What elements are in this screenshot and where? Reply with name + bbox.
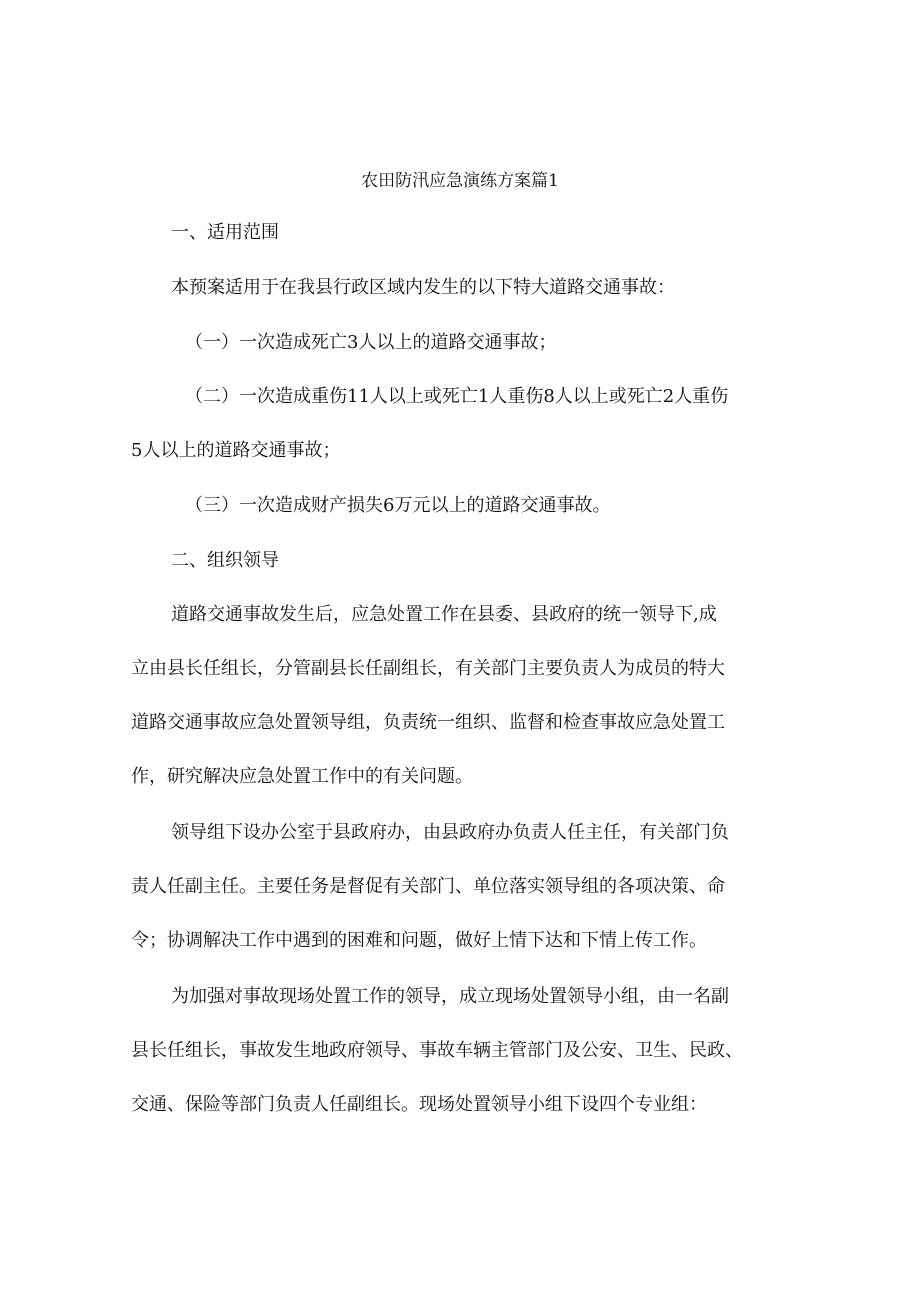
heading-text: 一、适用范围 bbox=[171, 222, 279, 243]
section-heading-scope bbox=[171, 218, 831, 248]
paragraph-line: 交通、保险等部门负责人任副组长。现场处置领导小组下设四个专业组： bbox=[131, 1094, 707, 1115]
paragraph-line: （一）一次造成死亡3人以上的道路交通事故； bbox=[185, 332, 557, 353]
paragraph-line: 作，研究解决应急处置工作中的有关问题。 bbox=[131, 766, 473, 787]
paragraph-line: 本预案适用于在我县行政区域内发生的以下特大道路交通事故： bbox=[171, 277, 675, 298]
section-heading-leadership bbox=[171, 546, 831, 576]
scope-intro-paragraph bbox=[171, 273, 831, 303]
scope-item-1 bbox=[185, 328, 845, 358]
paragraph-line: 道路交通事故发生后，应急处置工作在县委、县政府的统一领导下,成 bbox=[171, 604, 717, 625]
paragraph-line: 令；协调解决工作中遇到的困难和问题，做好上情下达和下情上传工作。 bbox=[131, 930, 707, 951]
paragraph-line: 领导组下设办公室于县政府办，由县政府办负责人任主任，有关部门负 bbox=[171, 822, 729, 843]
document-title: 农田防汛应急演练方案篇1 bbox=[361, 171, 559, 191]
paragraph-line: （二）一次造成重伤11人以上或死亡1人重伤8人以上或死亡2人重伤 bbox=[185, 386, 729, 407]
paragraph-line: （三）一次造成财产损失6万元以上的道路交通事故。 bbox=[185, 495, 611, 516]
heading-text: 二、组织领导 bbox=[171, 550, 279, 571]
paragraph-line: 为加强对事故现场处置工作的领导，成立现场处置领导小组，由一名副 bbox=[171, 986, 729, 1007]
leadership-paragraph-3 bbox=[131, 982, 791, 1120]
paragraph-line: 立由县长任组长，分管副县长任副组长，有关部门主要负责人为成员的特大 bbox=[131, 658, 725, 679]
paragraph-line: 县长任组长，事故发生地政府领导、事故车辆主管部门及公安、卫生、民政、 bbox=[131, 1040, 743, 1061]
paragraph-line: 道路交通事故应急处置领导组，负责统一组织、监督和检查事故应急处置工 bbox=[131, 712, 725, 733]
scope-item-2 bbox=[131, 382, 791, 466]
scope-item-3 bbox=[185, 491, 845, 521]
leadership-paragraph-2 bbox=[131, 818, 791, 956]
paragraph-line: 5人以上的道路交通事故； bbox=[131, 440, 341, 461]
paragraph-line: 责人任副主任。主要任务是督促有关部门、单位落实领导组的各项决策、命 bbox=[131, 876, 725, 897]
leadership-paragraph-1 bbox=[131, 600, 791, 792]
